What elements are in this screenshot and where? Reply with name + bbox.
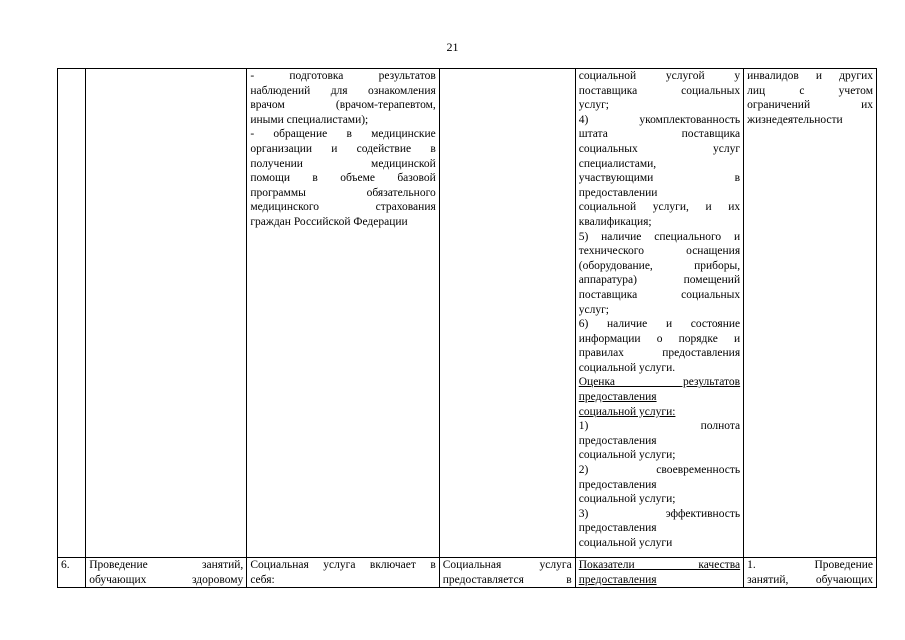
text-line: социальной услуги.: [578, 361, 676, 374]
text-line: жизнедеятельности: [747, 113, 843, 126]
text-line: 1. Проведение: [747, 559, 873, 571]
text-line: социальной услуги:: [578, 405, 676, 418]
text-line: программы обязательного: [250, 186, 436, 199]
text-line: организации и содействие в: [250, 142, 436, 155]
text-line: информации о порядке и: [578, 332, 741, 345]
text-line: правилах предоставления: [578, 347, 741, 360]
page-number: 21: [446, 40, 459, 54]
cell-number: 6.: [58, 558, 86, 588]
cell-number: [58, 69, 86, 558]
text-line: обучающих здоровому: [89, 573, 244, 586]
text-line: 5) наличие специального и: [578, 230, 741, 243]
text-line: предоставления: [578, 522, 657, 535]
text-line: 6) наличие и состояние: [578, 318, 741, 331]
cell-service-terms: [439, 558, 575, 588]
text-line: граждан Российской Федерации: [250, 215, 408, 228]
text-line: Проведение занятий,: [89, 559, 244, 571]
text-line: 1) полнота: [578, 420, 741, 433]
text-line: помощи в объеме базовой: [250, 172, 436, 185]
text-line: социальной услуги: [578, 537, 673, 549]
text-line: специалистами,: [578, 157, 657, 170]
cell-quality-indicators: [575, 558, 743, 588]
cell-service-content: [247, 558, 439, 588]
text-line: социальной услугой у: [578, 70, 741, 82]
text-line: ограничений их: [747, 99, 873, 112]
text-line: врачом (врачом-терапевтом,: [250, 99, 436, 112]
text-line: социальной услуги;: [578, 449, 676, 462]
text-line: предоставления: [578, 434, 657, 447]
text-line: Социальная услуга: [442, 559, 572, 571]
cell-service-terms: [439, 69, 575, 558]
table-row: [58, 69, 877, 558]
text-line: 3) эффективность: [578, 507, 741, 520]
text-line: Оценка результатов: [578, 376, 741, 389]
text-line: социальной услуги, и их: [578, 201, 741, 214]
text-line: аппаратура) помещений: [578, 274, 741, 287]
cell-conditions: [744, 69, 877, 558]
text-line: участвующими в: [578, 172, 741, 185]
text-line: предоставления: [578, 478, 657, 491]
text-line: (оборудование, приборы,: [578, 259, 741, 272]
text-line: предоставления: [578, 573, 657, 586]
cell-quality-indicators: [575, 69, 743, 558]
text-line: предоставлении: [578, 186, 658, 199]
text-line: услуг;: [578, 303, 609, 316]
text-line: медицинского страхования: [250, 201, 436, 214]
text-line: Показатели качества: [578, 559, 741, 571]
text-line: занятий, обучающих: [747, 573, 873, 586]
cell-conditions: [744, 558, 877, 588]
text-line: иными специалистами);: [250, 113, 369, 126]
text-line: наблюдений для ознакомления: [250, 84, 436, 97]
text-line: - подготовка результатов: [250, 70, 436, 82]
text-line: 4) укомплектованность: [578, 113, 741, 126]
text-line: социальной услуги;: [578, 493, 676, 506]
text-line: предоставляется в: [442, 573, 572, 586]
text-line: штата поставщика: [578, 128, 741, 141]
cell-service-name: [86, 69, 247, 558]
text-line: поставщика социальных: [578, 84, 741, 97]
text-line: - обращение в медицинские: [250, 128, 436, 141]
services-table: [57, 68, 877, 588]
text-line: квалификация;: [578, 215, 652, 228]
text-line: 2) своевременность: [578, 464, 741, 477]
text-line: инвалидов и других: [747, 70, 873, 82]
cell-service-name: [86, 558, 247, 588]
text-line: технического оснащения: [578, 245, 741, 258]
text-line: поставщика социальных: [578, 288, 741, 301]
text-line: себя:: [250, 573, 275, 586]
text-line: услуг;: [578, 99, 609, 112]
text-line: получении медицинской: [250, 157, 436, 170]
text-line: социальных услуг: [578, 142, 741, 155]
cell-service-content: [247, 69, 439, 558]
text-line: Социальная услуга включает в: [250, 559, 436, 571]
text-line: предоставления: [578, 391, 657, 404]
text-line: лиц с учетом: [747, 84, 873, 97]
table-row: [58, 558, 877, 588]
